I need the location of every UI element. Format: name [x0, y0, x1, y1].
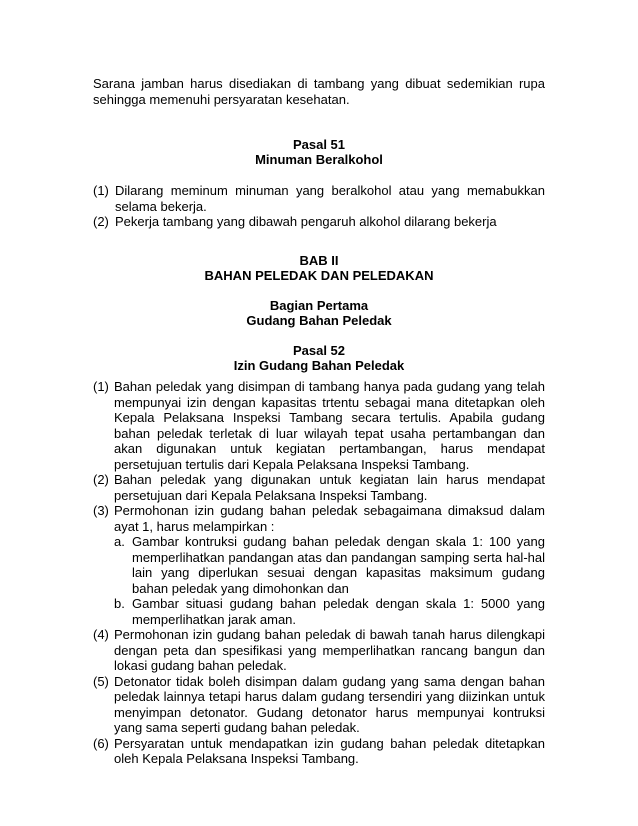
pasal-51-title: Minuman Beralkohol	[255, 152, 383, 167]
item-text: Bahan peledak yang disimpan di tambang hanya pada gudang yang telah mempunyai izin dengan kapasitas trtentu sebagai mana ditetapkan oleh Kepala Pelaksana Inspeksi Tambang secara tertulis. Apabila gudang bahan peledak terletak di luar wilayah tepat usaha pertambangan dan akan digunakan untuk kegiatan pertambangan, harus mendapat persetujuan tertulis dari Kepala Pelaksana Inspeksi Tambang.	[114, 379, 545, 472]
bagian-title: Gudang Bahan Peledak	[246, 313, 392, 328]
list-item	[93, 627, 545, 674]
sub-item-text: Gambar kontruksi gudang bahan peledak dengan skala 1: 100 yang memperlihatkan pandangan atas dan pandangan samping serta hal-hal lain yang diperlukan sesuai dengan kapasitas maksimum gudang bahan peledak yang dimohonkan dan	[132, 534, 545, 596]
bagian-number: Bagian Pertama	[269, 298, 369, 313]
item-text: Bahan peledak yang digunakan untuk kegiatan lain harus mendapat persetujuan dari Kepala Pelaksana Inspeksi Tambang.	[114, 472, 545, 503]
pasal-51-list	[93, 183, 545, 230]
intro-paragraph: Sarana jamban harus disediakan di tambang yang dibuat sedemikian rupa sehingga memenuhi persyaratan kesehatan.	[93, 76, 545, 107]
list-item	[93, 472, 545, 503]
sub-item-letter: a.	[114, 534, 125, 549]
item-number: (4)	[93, 627, 109, 642]
pasal-51-number: Pasal 51	[292, 137, 346, 152]
bab-title: BAHAN PELEDAK DAN PELEDAKAN	[204, 268, 434, 283]
list-item	[93, 503, 545, 627]
bab-number: BAB II	[299, 253, 339, 268]
item-text: Permohonan izin gudang bahan peledak sebagaimana dimaksud dalam ayat 1, harus melampirkan :	[114, 503, 545, 534]
list-item	[93, 214, 545, 230]
item-number: (5)	[93, 673, 109, 689]
item-text: Persyaratan untuk mendapatkan izin gudang bahan peledak ditetapkan oleh Kepala Pelaksana Inspeksi Tambang.	[114, 735, 545, 766]
pasal-52-list	[93, 379, 545, 767]
sub-item-text: Gambar situasi gudang bahan peledak dengan skala 1: 5000 yang memperlihatkan jarak aman.	[132, 596, 545, 627]
item-number: (2)	[93, 214, 109, 229]
item-text: Dilarang meminum minuman yang beralkohol atau yang memabukkan selama bekerja.	[115, 183, 545, 214]
list-item	[93, 183, 545, 214]
item-number: (3)	[93, 503, 109, 518]
item-number: (2)	[93, 472, 109, 487]
item-text: Pekerja tambang yang dibawah pengaruh alkohol dilarang bekerja	[115, 214, 497, 229]
item-number: (6)	[93, 735, 109, 751]
pasal-52-title: Izin Gudang Bahan Peledak	[233, 358, 405, 373]
list-item	[93, 674, 545, 736]
item-number: (1)	[93, 183, 109, 198]
sub-item-letter: b.	[114, 596, 125, 611]
item-text: Detonator tidak boleh disimpan dalam gudang yang sama dengan bahan peledak lainnya tetapi harus dalam gudang tersendiri yang diizinkan untuk menyimpan detonator. Gudang detonator harus mempunyai kontruksi yang sama seperti gudang bahan peledak.	[114, 673, 545, 735]
sub-list-item	[114, 596, 545, 627]
item-text: Permohonan izin gudang bahan peledak di bawah tanah harus dilengkapi dengan peta dan spesifikasi yang memperlihatkan rancang bangun dan lokasi gudang bahan peledak.	[114, 627, 545, 673]
list-item	[93, 379, 545, 472]
list-item	[93, 736, 545, 767]
pasal-52-number: Pasal 52	[292, 343, 346, 358]
item-number: (1)	[93, 379, 109, 394]
sub-list-item	[114, 534, 545, 596]
